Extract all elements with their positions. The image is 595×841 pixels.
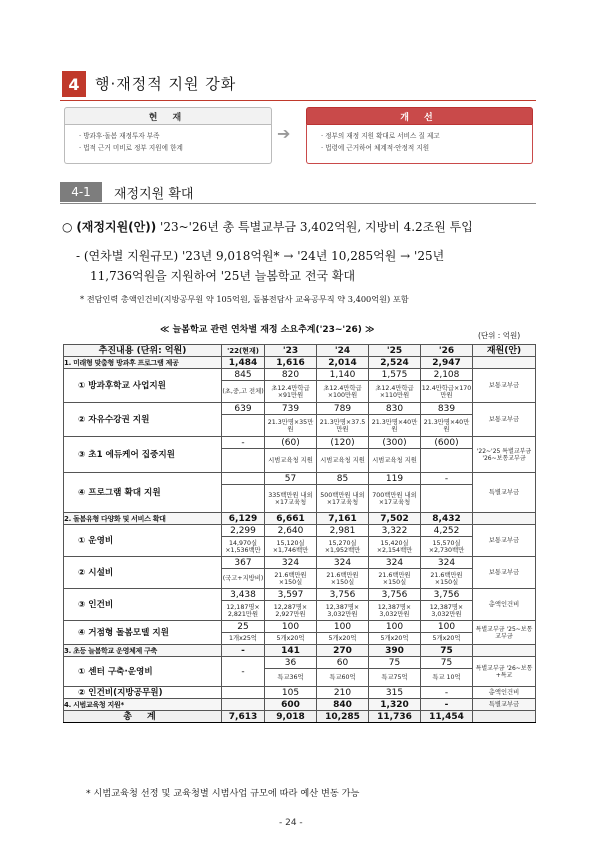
- row-label: ③ 초1 에듀케어 집중지원: [64, 437, 222, 473]
- bullet-text: '23~'26년 총 특별교부금 3,402억원, 지방비 4.2조원 투입: [156, 220, 473, 234]
- cell: (300): [369, 437, 421, 449]
- cell: 2,524: [369, 357, 421, 369]
- cell: 639: [222, 403, 265, 415]
- row-label: ① 방과후학교 사업지원: [64, 369, 222, 403]
- calc-note: 12,387명× 3,032만원: [317, 601, 369, 621]
- budget-table: [63, 344, 536, 723]
- cell: 4,252: [421, 525, 473, 537]
- funding-source: 보통교부금: [473, 403, 536, 437]
- funding-source: 특별교부금: [473, 473, 536, 513]
- cell: 324: [369, 557, 421, 569]
- table-header-row: [64, 345, 536, 357]
- row-label: ① 운영비: [64, 525, 222, 557]
- table-row: [64, 357, 536, 369]
- improve-item: · 법령에 근거하여 체계적·안정적 지원: [321, 144, 430, 152]
- cell: -: [222, 437, 265, 449]
- header-cell: 재원(안): [473, 345, 536, 357]
- cell: 119: [369, 473, 421, 485]
- category-label: 2. 돌봄유형 다양화 및 서비스 확대: [64, 513, 222, 525]
- table-unit: (단위 : 억원): [478, 331, 521, 340]
- calc-note: 12,387명× 3,032만원: [369, 601, 421, 621]
- cell: 840: [317, 699, 369, 711]
- cell: 10,285: [317, 711, 369, 723]
- bullet-marker: ○: [62, 220, 73, 234]
- calc-note: 시범교육청 지원: [317, 449, 369, 473]
- cell: [473, 645, 536, 657]
- cell: -: [421, 687, 473, 699]
- cell: 1,484: [222, 357, 265, 369]
- calc-note: [222, 415, 265, 437]
- table-row: [64, 699, 536, 711]
- calc-note: 초12.4만학급×91만원: [265, 381, 317, 403]
- calc-note: 14,970실 ×1,536백만: [222, 537, 265, 557]
- header-cell: '26: [421, 345, 473, 357]
- row-label: ① 센터 구축·운영비: [64, 657, 222, 687]
- cell: 2,014: [317, 357, 369, 369]
- staff-note: * 전담인력 총액인건비(지방공무원 약 105억원, 돌봄전담사 교육공무직 약 3,400억원) 포함: [80, 294, 409, 304]
- cell: 100: [369, 621, 421, 633]
- funding-source: '22~'25 특별교부금 '26~보통교부금: [473, 437, 536, 473]
- cell: 100: [317, 621, 369, 633]
- funding-source: 총액인건비: [473, 589, 536, 621]
- cell: 3,322: [369, 525, 421, 537]
- calc-note: 12,387명× 3,032만원: [421, 601, 473, 621]
- calc-note: 초12.4만학급×110만원: [369, 381, 421, 403]
- cell: 820: [265, 369, 317, 381]
- cell: 60: [317, 657, 369, 669]
- cell: 3,438: [222, 589, 265, 601]
- cell: 7,613: [222, 711, 265, 723]
- cell: 2,108: [421, 369, 473, 381]
- calc-note: 15,420실 ×2,154백만: [369, 537, 421, 557]
- calc-note: 21.3만명×40만원: [369, 415, 421, 437]
- cell: 11,736: [369, 711, 421, 723]
- funding-source: 보통교부금: [473, 525, 536, 557]
- cell: 36: [265, 657, 317, 669]
- cell: (120): [317, 437, 369, 449]
- header-cell: '24: [317, 345, 369, 357]
- bullet-annual-line1: - (연차별 지원규모) '23년 9,018억원* → '24년 10,285억원 → '25년: [76, 249, 445, 263]
- table-row: [64, 687, 536, 699]
- header-cell: 추진내용 (단위: 억원): [64, 345, 222, 357]
- calc-note: 12,287명× 2,927만원: [265, 601, 317, 621]
- calc-note: 21.3만명×37.5만원: [317, 415, 369, 437]
- table-row: [64, 621, 536, 633]
- calc-note: [222, 449, 265, 473]
- cell: (600): [421, 437, 473, 449]
- table-row: [64, 589, 536, 601]
- calc-note: 21.3만명×35만원: [265, 415, 317, 437]
- calc-note: [421, 449, 473, 473]
- cell: 3,756: [421, 589, 473, 601]
- cell: 2,947: [421, 357, 473, 369]
- cell: 8,432: [421, 513, 473, 525]
- cell: [473, 513, 536, 525]
- cell: 1,320: [369, 699, 421, 711]
- category-label: 3. 초등 늘봄학교 운영체제 구축: [64, 645, 222, 657]
- cell: [222, 473, 265, 485]
- current-item: · 법적 근거 미비로 정부 지원에 한계: [79, 144, 183, 152]
- category-label: 4. 시범교육청 지원*: [64, 699, 222, 711]
- cell: 75: [421, 657, 473, 669]
- table-row: [64, 473, 536, 485]
- calc-note: 5개x20억: [317, 633, 369, 645]
- cell: 85: [317, 473, 369, 485]
- cell: 2,640: [265, 525, 317, 537]
- cell: 3,756: [369, 589, 421, 601]
- calc-note: 12,187명× 2,821만원: [222, 601, 265, 621]
- table-caption: ≪ 늘봄학교 관련 연차별 재정 소요추계('23~'26) ≫: [160, 325, 375, 335]
- bullet-annual-line2: 11,736억원을 지원하여 '25년 늘봄학교 전국 확대: [90, 269, 356, 283]
- calc-note: 1개x25억: [222, 633, 265, 645]
- cell: 100: [421, 621, 473, 633]
- cell: 1,140: [317, 369, 369, 381]
- table-footnote: * 시범교육청 선정 및 교육청별 시범사업 규모에 따라 예산 변동 가능: [86, 788, 360, 799]
- calc-note: 특교60억: [317, 669, 369, 687]
- cell: 324: [265, 557, 317, 569]
- cell: -: [222, 657, 265, 687]
- cell: 789: [317, 403, 369, 415]
- cell: [222, 687, 265, 699]
- cell: 845: [222, 369, 265, 381]
- cell: 57: [265, 473, 317, 485]
- cell: 210: [317, 687, 369, 699]
- cell: 367: [222, 557, 265, 569]
- calc-note: [421, 485, 473, 513]
- table-row: [64, 657, 536, 669]
- table-row: [64, 437, 536, 449]
- improve-box: [306, 124, 533, 164]
- current-item: · 방과후·돌봄 재정투자 부족: [79, 132, 160, 140]
- table-row: [64, 369, 536, 381]
- funding-source: 보통교부금: [473, 557, 536, 589]
- bullet-funding: [62, 218, 473, 235]
- cell: 1,575: [369, 369, 421, 381]
- calc-note: 21.6백만원 ×150실: [421, 569, 473, 589]
- calc-note: 335백만원 내외 ×17교육청: [265, 485, 317, 513]
- row-label: ② 시설비: [64, 557, 222, 589]
- calc-note: 21.6백만원 ×150실: [317, 569, 369, 589]
- calc-note: 15,570실 ×2,730백만: [421, 537, 473, 557]
- calc-note: 21.3만명×40만원: [421, 415, 473, 437]
- cell: 105: [265, 687, 317, 699]
- cell: 141: [265, 645, 317, 657]
- row-label: ③ 인건비: [64, 589, 222, 621]
- cell: 100: [265, 621, 317, 633]
- section-divider: [60, 100, 536, 101]
- cell: 25: [222, 621, 265, 633]
- cell: 324: [317, 557, 369, 569]
- cell: [473, 711, 536, 723]
- table-row: [64, 403, 536, 415]
- calc-note: 시범교육청 지원: [265, 449, 317, 473]
- table-row: [64, 645, 536, 657]
- calc-note: (초,중,고 전체): [222, 381, 265, 403]
- improve-item: · 정부의 재정 지원 확대로 서비스 질 제고: [321, 132, 440, 140]
- calc-note: 500백만원 내외 ×17교육청: [317, 485, 369, 513]
- cell: -: [421, 699, 473, 711]
- cell: 9,018: [265, 711, 317, 723]
- cell: 6,661: [265, 513, 317, 525]
- cell: 11,454: [421, 711, 473, 723]
- section-title: 행·재정적 지원 강화: [95, 75, 237, 93]
- row-label: ② 인건비(지방공무원): [64, 687, 222, 699]
- calc-note: 700백만원 내외 ×17교육청: [369, 485, 421, 513]
- cell: -: [222, 645, 265, 657]
- page-number: - 24 -: [279, 818, 303, 828]
- cell: 3,756: [317, 589, 369, 601]
- cell: (60): [265, 437, 317, 449]
- calc-note: 15,120실 ×1,746백만: [265, 537, 317, 557]
- cell: 75: [421, 645, 473, 657]
- row-label: ② 자유수강권 지원: [64, 403, 222, 437]
- cell: 830: [369, 403, 421, 415]
- cell: 2,299: [222, 525, 265, 537]
- subsection-divider: [60, 203, 536, 204]
- calc-note: 5개x20억: [265, 633, 317, 645]
- calc-note: 5개x20억: [421, 633, 473, 645]
- table-row: [64, 557, 536, 569]
- calc-note: [222, 485, 265, 513]
- bullet-keyword: (재정지원(안)): [76, 220, 157, 234]
- table-row: [64, 513, 536, 525]
- section-number: 4: [62, 71, 86, 97]
- total-row: [64, 711, 536, 723]
- total-label: 총 계: [64, 711, 222, 723]
- category-label: 1. 미래형 맞춤형 방과후 프로그램 제공: [64, 357, 222, 369]
- header-cell: '22(현재): [222, 345, 265, 357]
- cell: 2,981: [317, 525, 369, 537]
- cell: 7,161: [317, 513, 369, 525]
- header-cell: '23: [265, 345, 317, 357]
- cell: [222, 699, 265, 711]
- cell: 324: [421, 557, 473, 569]
- current-header: 현 재: [64, 107, 272, 125]
- cell: -: [421, 473, 473, 485]
- cell: 270: [317, 645, 369, 657]
- cell: 75: [369, 657, 421, 669]
- arrow-right-icon: ➔: [277, 124, 291, 143]
- cell: 600: [265, 699, 317, 711]
- subsection-title: 재정지원 확대: [114, 187, 194, 202]
- cell: 6,129: [222, 513, 265, 525]
- cell: 7,502: [369, 513, 421, 525]
- cell: 839: [421, 403, 473, 415]
- subsection-number: 4-1: [60, 182, 102, 202]
- current-box: [64, 124, 272, 164]
- table-row: [64, 525, 536, 537]
- calc-note: 시범교육청 지원: [369, 449, 421, 473]
- calc-note: 21.6백만원 ×150실: [265, 569, 317, 589]
- funding-source: 보통교부금: [473, 369, 536, 403]
- calc-note: 특교36억: [265, 669, 317, 687]
- cell: 390: [369, 645, 421, 657]
- cell: 739: [265, 403, 317, 415]
- header-cell: '25: [369, 345, 421, 357]
- calc-note: 12.4만학급×170만원: [421, 381, 473, 403]
- funding-source: 총액인건비: [473, 687, 536, 699]
- funding-source: 특별교부금 '25~보통교부금: [473, 621, 536, 645]
- calc-note: 5개x20억: [369, 633, 421, 645]
- cell: 315: [369, 687, 421, 699]
- calc-note: 21.6백만원 ×150실: [369, 569, 421, 589]
- row-label: ④ 거점형 돌봄모델 지원: [64, 621, 222, 645]
- calc-note: 15,270실 ×1,952백만: [317, 537, 369, 557]
- calc-note: 특교75억: [369, 669, 421, 687]
- funding-source: 특별교부금: [473, 699, 536, 711]
- cell: 3,597: [265, 589, 317, 601]
- cell: 1,616: [265, 357, 317, 369]
- funding-source: 특별교부금 '26~보통+특교: [473, 657, 536, 687]
- calc-note: (국고+지방비): [222, 569, 265, 589]
- improve-header: 개 선: [306, 107, 533, 125]
- calc-note: 특교 10억: [421, 669, 473, 687]
- row-label: ④ 프로그램 확대 지원: [64, 473, 222, 513]
- cell: [473, 357, 536, 369]
- calc-note: 초12.4만학급×100만원: [317, 381, 369, 403]
